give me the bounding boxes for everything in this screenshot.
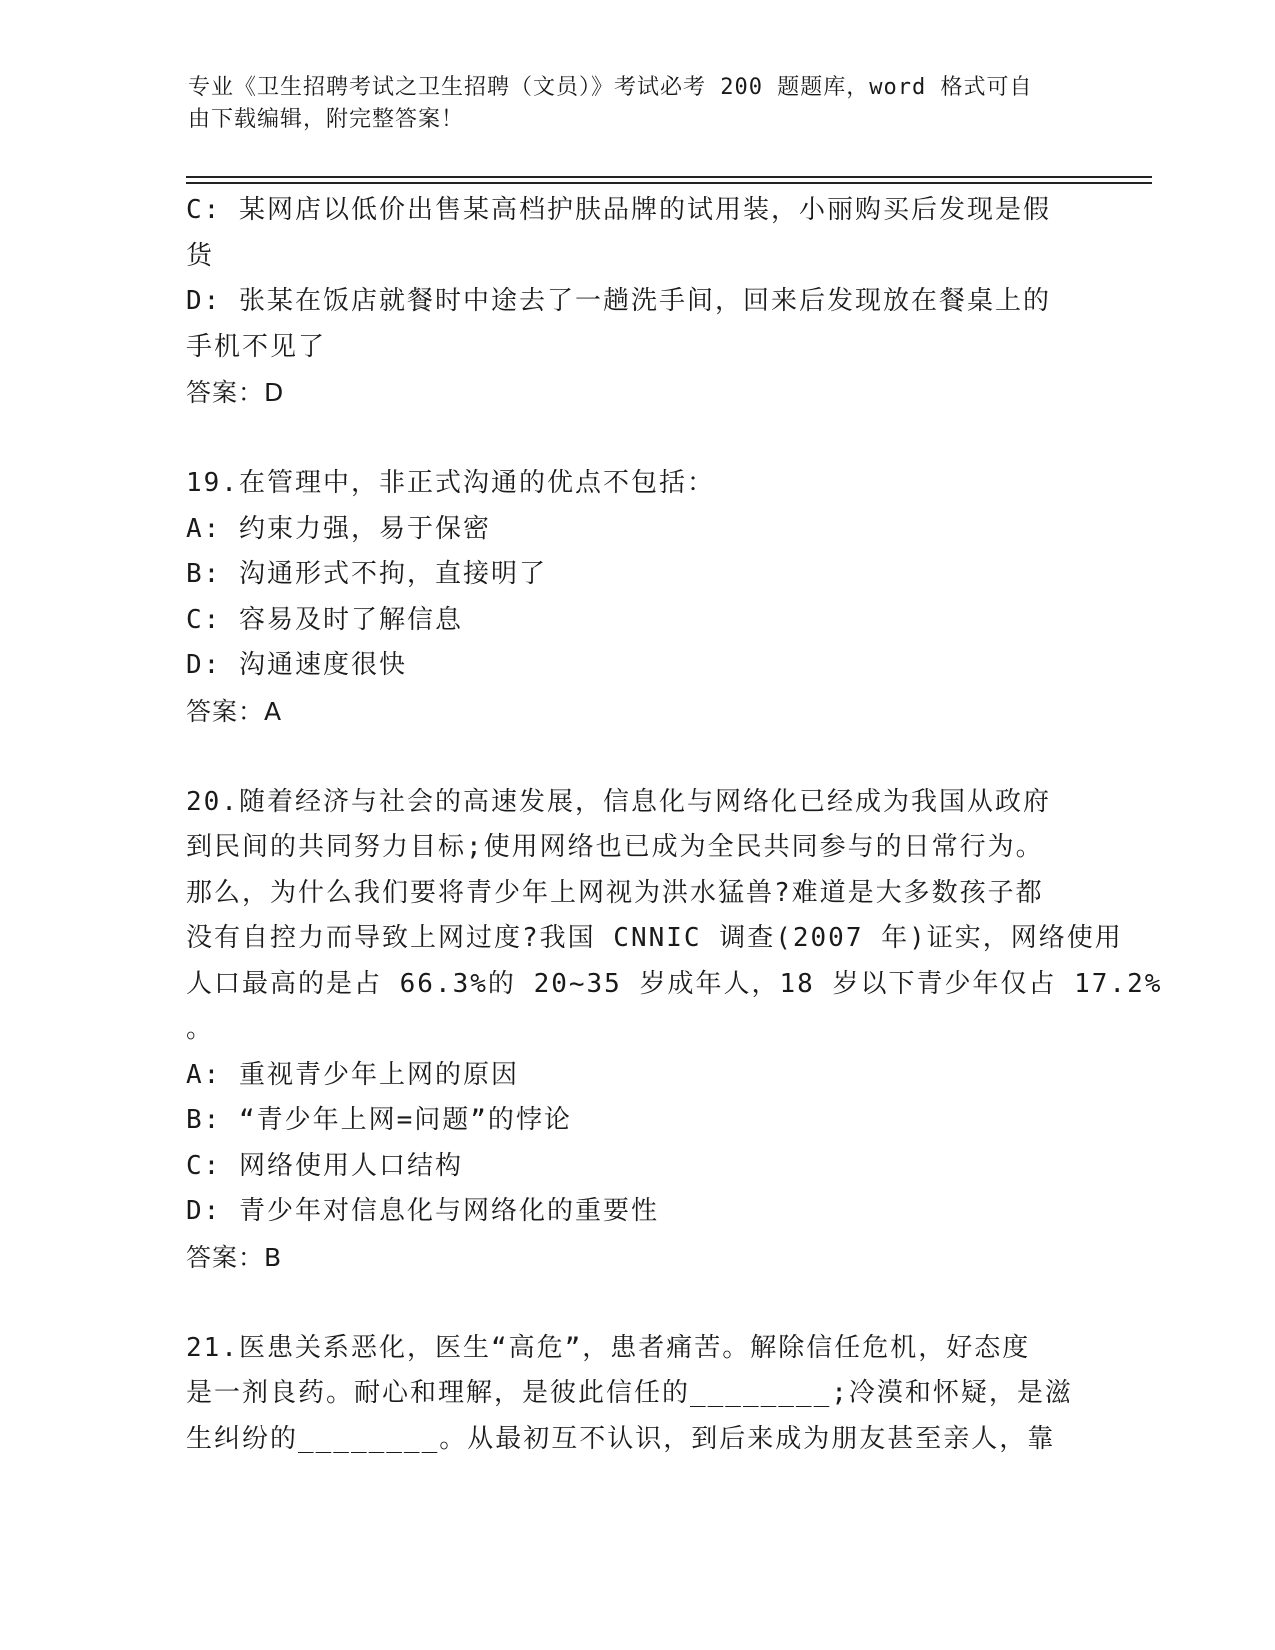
option-d-line-2: 手机不见了 [186, 331, 327, 362]
document-header [188, 72, 1068, 136]
option-c-line-2: 货 [186, 240, 215, 271]
question-20-stem-line: 到民间的共同努力目标;使用网络也已成为全民共同参与的日常行为。 [186, 832, 1044, 862]
question-20-option-b: B: “青少年上网=问题”的悖论 [186, 1105, 572, 1135]
option-c-line-1: C: 某网店以低价出售某高档护肤品牌的试用装，小丽购买后发现是假 [186, 195, 1051, 225]
question-20 [186, 780, 1163, 1281]
question-20-stem-line: 那么，为什么我们要将青少年上网视为洪水猛兽?难道是大多数孩子都 [186, 877, 1044, 908]
question-20-option-a: A: 重视青少年上网的原因 [186, 1059, 519, 1090]
header-rule-top [186, 176, 1152, 178]
question-21-stem-line: 生纠纷的________。从最初互不认识，到后来成为朋友甚至亲人，靠 [186, 1423, 1056, 1454]
answer-18: 答案：D [186, 378, 285, 407]
question-19-option-b: B: 沟通形式不拘，直接明了 [186, 559, 547, 589]
question-20-option-c: C: 网络使用人口结构 [186, 1150, 463, 1181]
question-19-option-d: D: 沟通速度很快 [186, 650, 407, 680]
question-20-stem-line: 没有自控力而导致上网过度?我国 CNNIC 调查(2007 年)证实，网络使用 [186, 923, 1123, 953]
option-d-line-1: D: 张某在饭店就餐时中途去了一趟洗手间，回来后发现放在餐桌上的 [186, 286, 1051, 316]
answer-19: 答案：A [186, 696, 283, 726]
question-19-stem: 19.在管理中，非正式沟通的优点不包括： [186, 468, 715, 498]
header-line-1: 专业《卫生招聘考试之卫生招聘（文员）》考试必考 200 题题库，word 格式可自 [188, 75, 1033, 100]
question-20-stem-line: 人口最高的是占 66.3%的 20~35 岁成年人，18 岁以下青少年仅占 17.2% [186, 968, 1163, 999]
question-20-stem-line: 。 [186, 1014, 215, 1044]
document-body [186, 188, 1163, 1462]
answer-20: 答案：B [186, 1242, 283, 1272]
question-20-stem-line: 20.随着经济与社会的高速发展，信息化与网络化已经成为我国从政府 [186, 786, 1051, 817]
question-19-option-c: C: 容易及时了解信息 [186, 604, 463, 635]
header-line-2: 由下载编辑，附完整答案！ [188, 107, 465, 132]
question-19-option-a: A: 约束力强，易于保密 [186, 513, 491, 544]
header-rule-bottom [186, 182, 1152, 184]
question-21-stem-line: 是一剂良药。耐心和理解，是彼此信任的________;冷漠和怀疑，是滋 [186, 1378, 1073, 1408]
question-21 [186, 1326, 1086, 1463]
question-20-option-d: D: 青少年对信息化与网络化的重要性 [186, 1196, 659, 1226]
question-18-tail [186, 188, 1086, 416]
question-21-stem-line: 21.医患关系恶化，医生“高危”，患者痛苦。解除信任危机，好态度 [186, 1332, 1031, 1363]
question-19 [186, 461, 1086, 734]
